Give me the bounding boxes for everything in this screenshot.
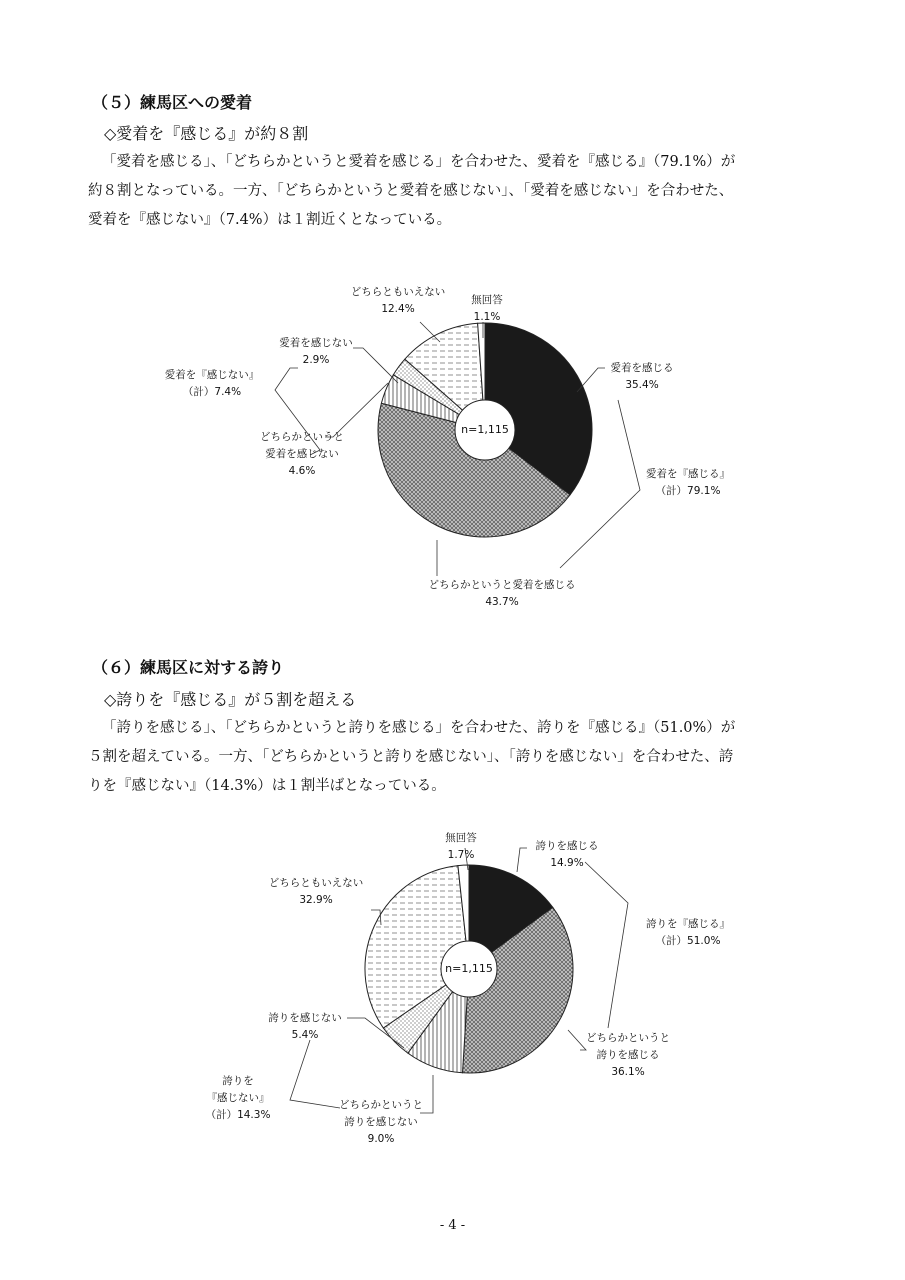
label-somewhat-not-2: どちらかというと 誇りを感じない 9.0% — [339, 1099, 423, 1145]
label-neutral-2: どちらともいえない 32.9% — [268, 877, 364, 906]
label-somewhat-feel-1: どちらかというと愛着を感じる 43.7% — [428, 579, 576, 608]
body-line: りを『感じない』（14.3%）は１割半ばとなっている。 — [88, 778, 446, 794]
label-not-feel-1: 愛着を感じない 2.9% — [279, 337, 353, 366]
section5-heading: （５）練馬区への愛着 — [92, 93, 253, 112]
center-label-2: n=1,115 — [445, 962, 493, 975]
label-neutral-1: どちらともいえない 12.4% — [350, 286, 446, 315]
label-group-not-feel-2: 誇りを 『感じない』 （計）14.3% — [205, 1075, 271, 1121]
label-group-feel-2: 誇りを『感じる』 （計）51.0% — [646, 918, 730, 947]
label-feel-1: 愛着を感じる 35.4% — [610, 362, 674, 391]
label-group-not-feel-1: 愛着を『感じない』 （計）7.4% — [164, 369, 260, 398]
label-group-feel-1: 愛着を『感じる』 （計）79.1% — [646, 468, 730, 497]
section5-subheading: ◇愛着を『感じる』が約８割 — [104, 124, 309, 143]
body-line: 「誇りを感じる」、「どちらかというと誇りを感じる」を合わせた、誇りを『感じる』（51.0%）が — [102, 720, 736, 736]
label-somewhat-not-1: どちらかというと 愛着を感じない 4.6% — [260, 431, 344, 477]
label-feel-2: 誇りを感じる 14.9% — [535, 840, 599, 869]
label-not-feel-2: 誇りを感じない 5.4% — [268, 1012, 342, 1041]
label-somewhat-feel-2: どちらかというと 誇りを感じる 36.1% — [586, 1032, 670, 1078]
page-number: - 4 - — [439, 1218, 466, 1233]
body-line: 約８割となっている。一方、「どちらかというと愛着を感じない」、「愛着を感じない」を合わせた、 — [88, 183, 734, 199]
body-line: 愛着を『感じない』（7.4%）は１割近くとなっている。 — [88, 212, 452, 228]
section6-heading: （６）練馬区に対する誇り — [92, 658, 285, 677]
center-label-1: n=1,115 — [461, 423, 509, 436]
body-line: ５割を超えている。一方、「どちらかというと誇りを感じない」、「誇りを感じない」を合わせた、誇 — [88, 749, 734, 765]
section6-subheading: ◇誇りを『感じる』が５割を超える — [104, 690, 357, 709]
label-noanswer-1: 無回答 1.1% — [471, 294, 503, 323]
body-line: 「愛着を感じる」、「どちらかというと愛着を感じる」を合わせた、愛着を『感じる』（79.1%）が — [102, 154, 736, 170]
label-noanswer-2: 無回答 1.7% — [445, 832, 477, 861]
